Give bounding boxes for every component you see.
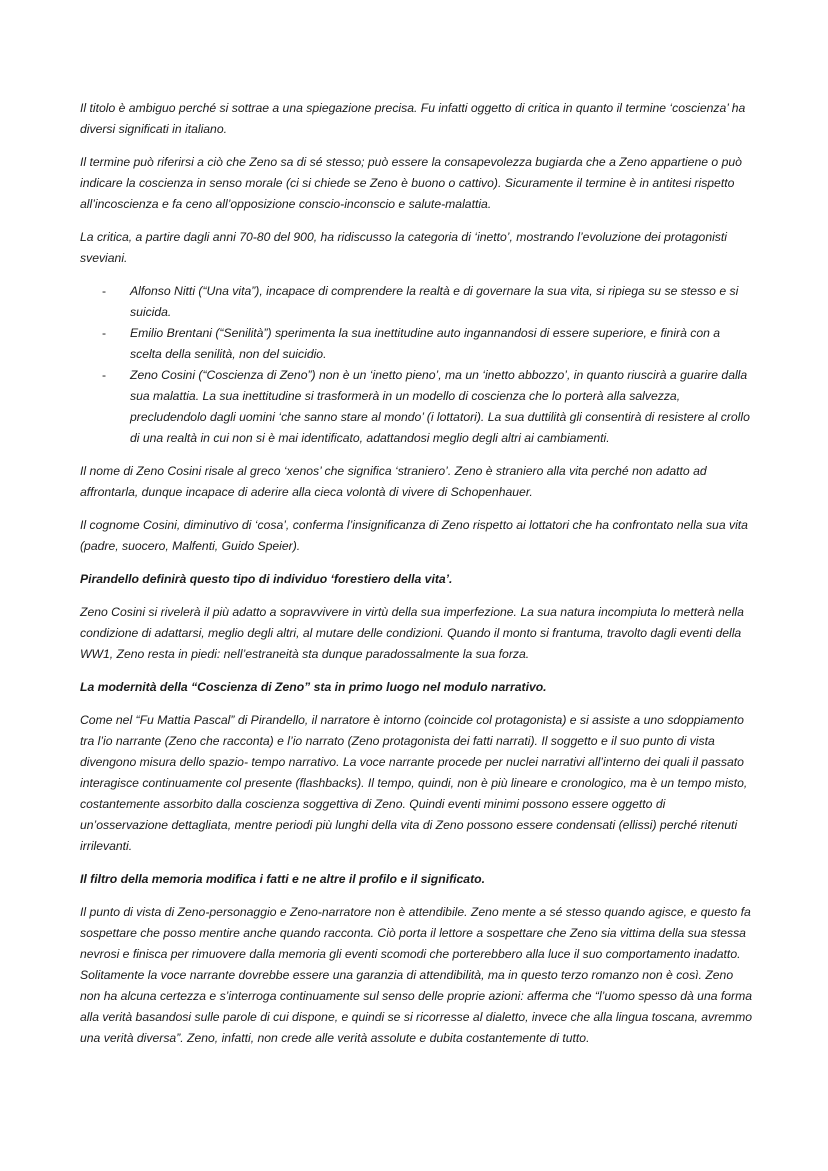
paragraph-reliability: Il punto di vista di Zeno-personaggio e Zeno-narratore non è attendibile. Zeno mente a sé stesso quando agisce, e questo fa sospettare che posso mentire anche quando racconta. Ciò porta il lettore a sospettare che Zeno sia vittima della sua stessa nevrosi e finisca per rimuovere dalla memoria gli eventi scomodi che porterebbero alla luce il suo comportamento inadatto. Solitamente la voce narrante dovrebbe essere una garanzia di attendibilità, ma in questo terzo romanzo non è così. Zeno non ha alcuna certezza e s’interroga continuamente sul senso delle proprie azioni: afferma che “l’uomo spesso dà una forma alla verità basandosi sulle parole di cui dispone, e quindi se si ricorresse al dialetto, invece che alla lingua toscana, avremmo una verità diversa”. Zeno, infatti, non crede alle verità assolute e dubita costantemente di tutto.: [80, 905, 753, 1045]
list-item-text: Emilio Brentani (“Senilità”) sperimenta la sua inettitudine auto ingannandosi di essere superiore, e finirà con a scelta della senilità, non del suicidio.: [130, 326, 721, 361]
paragraph-title-ambiguity: Il titolo è ambiguo perché si sottrae a una spiegazione precisa. Fu infatti oggetto di critica in quanto il termine ‘coscienza’ ha diversi significati in italiano.: [80, 101, 746, 136]
list-item: [80, 281, 754, 323]
heading-modernity: La modernità della “Coscienza di Zeno” sta in primo luogo nel modulo narrativo.: [80, 680, 547, 694]
heading-memory-filter: Il filtro della memoria modifica i fatti e ne altre il profilo e il significato.: [80, 872, 485, 886]
list-dash: -: [102, 284, 107, 298]
paragraph-surname: Il cognome Cosini, diminutivo di ‘cosa’, conferma l’insignificanza di Zeno rispetto ai lottatori che ha confrontato nella sua vita (padre, suocero, Malfenti, Guido Speier).: [80, 518, 748, 553]
paragraph-name-origin: Il nome di Zeno Cosini risale al greco ‘xenos’ che significa ‘straniero’. Zeno è straniero alla vita perché non adatto ad affrontarla, dunque incapace di aderire alla cieca volontà di vivere di Schopenhauer.: [80, 464, 707, 499]
list-item: [80, 365, 754, 449]
list-item-text: Zeno Cosini (“Coscienza di Zeno”) non è un ‘inetto pieno’, ma un ‘inetto abbozzo’, in quanto riuscirà a guarire dalla sua malattia. La sua inettitudine si trasformerà in un modello di coscienza che lo porterà alla salvezza, precludendolo dagli uomini ‘che sanno stare al mondo’ (i lottatori). La sua duttilità gli consentirà di resistere al crollo di una realtà in cui non si è mai identificato, adattandosi meglio degli altri ai cambiamenti.: [130, 368, 750, 445]
list-item: [80, 323, 754, 365]
paragraph-survival: Zeno Cosini si rivelerà il più adatto a sopravvivere in virtù della sua imperfezione. La sua natura incompiuta lo metterà nella condizione di adattarsi, meglio degli altri, al mutare delle condizioni. Quando il monto si frantuma, travolto dagli eventi della WW1, Zeno resta in piedi: nell’estraneità sta dunque paradossalmente la sua forza.: [80, 605, 744, 661]
list-dash: -: [102, 368, 107, 382]
protagonists-list: [80, 281, 754, 449]
paragraph-critique-inetto: La critica, a partire dagli anni 70-80 del 900, ha ridiscusso la categoria di ‘inetto’, mostrando l’evoluzione dei protagonisti sveviani.: [80, 230, 727, 265]
list-dash: -: [102, 326, 107, 340]
heading-pirandello: Pirandello definirà questo tipo di individuo ‘forestiero della vita’.: [80, 572, 453, 586]
document-body: [80, 98, 754, 1061]
list-item-text: Alfonso Nitti (“Una vita”), incapace di comprendere la realtà e di governare la sua vita, si ripiega su se stesso e si suicida.: [130, 284, 739, 319]
paragraph-term-meaning: Il termine può riferirsi a ciò che Zeno sa di sé stesso; può essere la consapevolezza bugiarda che a Zeno appartiene o può indicare la coscienza in senso morale (ci si chiede se Zeno è buono o cattivo). Sicuramente il termine è in antitesi rispetto all’incoscienza e fa ceno all’opposizione conscio-inconscio e salute-malattia.: [80, 155, 742, 211]
paragraph-narrator: Come nel “Fu Mattia Pascal” di Pirandello, il narratore è intorno (coincide col protagonista) e si assiste a uno sdoppiamento tra l’io narrante (Zeno che racconta) e l’io narrato (Zeno protagonista dei fatti narrati). Il soggetto e il suo punto di vista divengono misura dello spazio- tempo narrativo. La voce narrante procede per nuclei narrativi all’interno dei quali il passato interagisce continuamente col presente (flashbacks). Il tempo, quindi, non è più lineare e cronologico, ma è un tempo misto, costantemente assorbito dalla coscienza soggettiva di Zeno. Quindi eventi minimi possono essere oggetto di un’osservazione dettagliata, mentre periodi più lunghi della vita di Zeno possono essere condensati (ellissi) perché ritenuti irrilevanti.: [80, 713, 748, 853]
